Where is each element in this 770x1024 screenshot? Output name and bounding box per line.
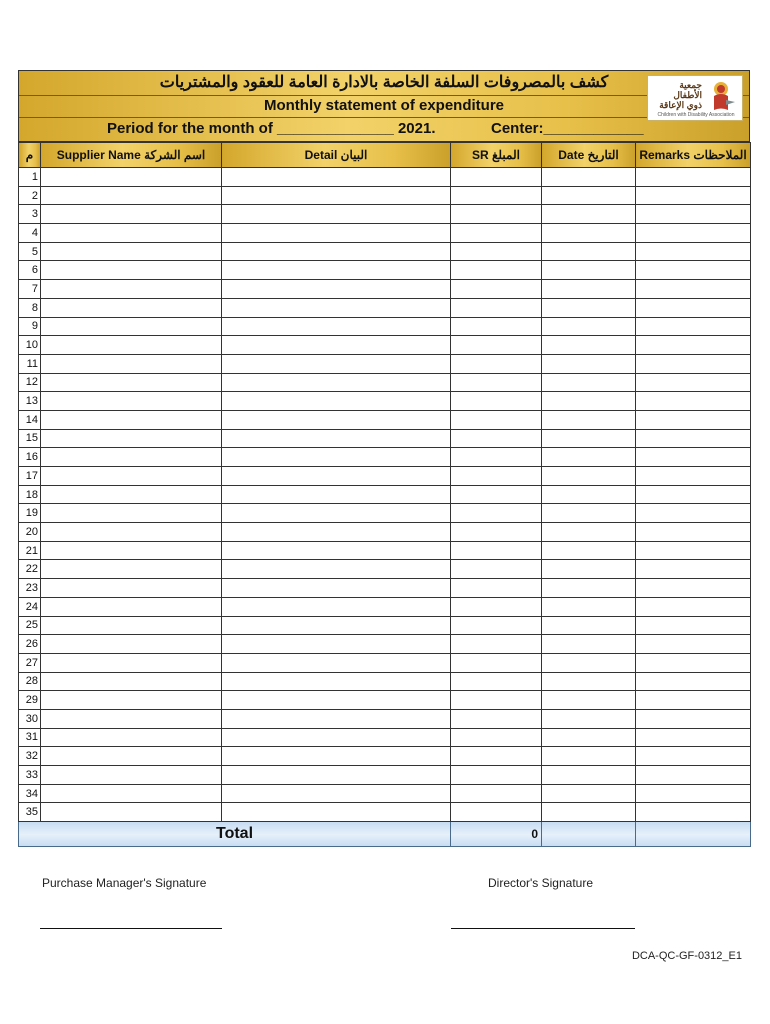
date-cell[interactable]	[542, 392, 636, 411]
remarks-cell[interactable]	[636, 504, 751, 523]
logo-line-1: جمعية	[679, 80, 702, 90]
remarks-cell[interactable]	[636, 448, 751, 467]
row-index: 30	[19, 709, 41, 728]
amount-cell[interactable]	[451, 635, 542, 654]
detail-cell[interactable]	[222, 168, 451, 187]
supplier-cell[interactable]	[41, 467, 222, 486]
remarks-cell[interactable]	[636, 485, 751, 504]
supplier-cell[interactable]	[41, 298, 222, 317]
col-index-header: م	[19, 143, 41, 168]
row-index: 32	[19, 747, 41, 766]
supplier-cell[interactable]	[41, 560, 222, 579]
detail-cell[interactable]	[222, 242, 451, 261]
remarks-cell[interactable]	[636, 410, 751, 429]
row-index: 1	[19, 168, 41, 187]
row-index: 27	[19, 653, 41, 672]
detail-cell[interactable]	[222, 336, 451, 355]
date-cell[interactable]	[542, 410, 636, 429]
supplier-cell[interactable]	[41, 429, 222, 448]
remarks-cell[interactable]	[636, 784, 751, 803]
remarks-cell[interactable]	[636, 467, 751, 486]
table-row	[19, 336, 751, 355]
table-row	[19, 616, 751, 635]
detail-cell[interactable]	[222, 467, 451, 486]
detail-cell[interactable]	[222, 392, 451, 411]
table-row	[19, 709, 751, 728]
date-cell[interactable]	[542, 261, 636, 280]
amount-cell[interactable]	[451, 280, 542, 299]
row-index: 19	[19, 504, 41, 523]
table-row	[19, 373, 751, 392]
amount-cell[interactable]	[451, 448, 542, 467]
supplier-cell[interactable]	[41, 186, 222, 205]
remarks-cell[interactable]	[636, 242, 751, 261]
date-cell[interactable]	[542, 429, 636, 448]
date-cell[interactable]	[542, 709, 636, 728]
date-cell[interactable]	[542, 298, 636, 317]
amount-cell[interactable]	[451, 616, 542, 635]
col-amount-header: SR المبلغ	[451, 143, 542, 168]
row-index: 6	[19, 261, 41, 280]
detail-cell[interactable]	[222, 373, 451, 392]
date-cell[interactable]	[542, 653, 636, 672]
remarks-cell[interactable]	[636, 336, 751, 355]
amount-cell[interactable]	[451, 168, 542, 187]
date-cell[interactable]	[542, 467, 636, 486]
supplier-cell[interactable]	[41, 672, 222, 691]
amount-cell[interactable]	[451, 224, 542, 243]
date-cell[interactable]	[542, 168, 636, 187]
table-row	[19, 541, 751, 560]
date-cell[interactable]	[542, 373, 636, 392]
supplier-cell[interactable]	[41, 485, 222, 504]
logo-english-name: Children with Disability Association	[657, 112, 735, 118]
date-cell[interactable]	[542, 224, 636, 243]
supplier-cell[interactable]	[41, 392, 222, 411]
row-index: 4	[19, 224, 41, 243]
amount-cell[interactable]	[451, 298, 542, 317]
supplier-cell[interactable]	[41, 653, 222, 672]
amount-cell[interactable]	[451, 467, 542, 486]
row-index: 12	[19, 373, 41, 392]
remarks-cell[interactable]	[636, 317, 751, 336]
table-header-row	[19, 143, 751, 168]
supplier-cell[interactable]	[41, 224, 222, 243]
detail-cell[interactable]	[222, 709, 451, 728]
table-row	[19, 392, 751, 411]
supplier-cell[interactable]	[41, 747, 222, 766]
row-index: 8	[19, 298, 41, 317]
detail-cell[interactable]	[222, 186, 451, 205]
table-row	[19, 224, 751, 243]
sheet-header	[18, 70, 750, 142]
date-cell[interactable]	[542, 728, 636, 747]
row-index: 25	[19, 616, 41, 635]
total-row	[19, 822, 751, 847]
col-remarks-header: Remarks الملاحظات	[636, 143, 751, 168]
supplier-cell[interactable]	[41, 280, 222, 299]
date-cell[interactable]	[542, 448, 636, 467]
remarks-cell[interactable]	[636, 747, 751, 766]
detail-cell[interactable]	[222, 429, 451, 448]
col-supplier-header: Supplier Name اسم الشركة	[41, 143, 222, 168]
supplier-cell[interactable]	[41, 616, 222, 635]
table-row	[19, 205, 751, 224]
purchase-manager-signature-line[interactable]	[40, 928, 222, 929]
title-english: Monthly statement of expenditure	[19, 95, 749, 118]
supplier-cell[interactable]	[41, 504, 222, 523]
table-row	[19, 728, 751, 747]
row-index: 11	[19, 354, 41, 373]
amount-cell[interactable]	[451, 560, 542, 579]
logo-line-2: الأطفال	[673, 90, 702, 100]
table-row	[19, 504, 751, 523]
remarks-cell[interactable]	[636, 653, 751, 672]
amount-cell[interactable]	[451, 504, 542, 523]
table-row	[19, 523, 751, 542]
supplier-cell[interactable]	[41, 410, 222, 429]
date-cell[interactable]	[542, 205, 636, 224]
supplier-cell[interactable]	[41, 766, 222, 785]
supplier-cell[interactable]	[41, 579, 222, 598]
detail-cell[interactable]	[222, 298, 451, 317]
amount-cell[interactable]	[451, 653, 542, 672]
row-index: 21	[19, 541, 41, 560]
total-remarks-cell	[636, 822, 751, 847]
table-row	[19, 280, 751, 299]
date-cell[interactable]	[542, 504, 636, 523]
remarks-cell[interactable]	[636, 523, 751, 542]
director-signature-line[interactable]	[451, 928, 635, 929]
date-cell[interactable]	[542, 541, 636, 560]
table-row	[19, 560, 751, 579]
table-row	[19, 579, 751, 598]
expenditure-sheet	[18, 70, 750, 847]
remarks-cell[interactable]	[636, 429, 751, 448]
detail-cell[interactable]	[222, 280, 451, 299]
row-index: 20	[19, 523, 41, 542]
row-index: 10	[19, 336, 41, 355]
col-detail-header: Detail البيان	[222, 143, 451, 168]
table-row	[19, 672, 751, 691]
amount-cell[interactable]	[451, 485, 542, 504]
supplier-cell[interactable]	[41, 205, 222, 224]
detail-cell[interactable]	[222, 560, 451, 579]
row-index: 22	[19, 560, 41, 579]
table-row	[19, 429, 751, 448]
remarks-cell[interactable]	[636, 597, 751, 616]
remarks-cell[interactable]	[636, 766, 751, 785]
date-cell[interactable]	[542, 485, 636, 504]
remarks-cell[interactable]	[636, 691, 751, 710]
detail-cell[interactable]	[222, 803, 451, 822]
row-index: 18	[19, 485, 41, 504]
row-index: 29	[19, 691, 41, 710]
detail-cell[interactable]	[222, 616, 451, 635]
remarks-cell[interactable]	[636, 541, 751, 560]
date-cell[interactable]	[542, 766, 636, 785]
title-arabic: كشف بالمصروفات السلفة الخاصة بالادارة العامة للعقود والمشتريات	[19, 71, 749, 96]
table-row	[19, 317, 751, 336]
date-cell[interactable]	[542, 579, 636, 598]
row-index: 5	[19, 242, 41, 261]
total-date-cell	[542, 822, 636, 847]
date-cell[interactable]	[542, 803, 636, 822]
remarks-cell[interactable]	[636, 728, 751, 747]
date-cell[interactable]	[542, 784, 636, 803]
table-row	[19, 261, 751, 280]
row-index: 16	[19, 448, 41, 467]
detail-cell[interactable]	[222, 448, 451, 467]
row-index: 34	[19, 784, 41, 803]
amount-cell[interactable]	[451, 205, 542, 224]
period-field[interactable]: Period for the month of ______________ 2021.	[107, 120, 436, 137]
table-row	[19, 448, 751, 467]
amount-cell[interactable]	[451, 317, 542, 336]
detail-cell[interactable]	[222, 354, 451, 373]
amount-cell[interactable]	[451, 541, 542, 560]
date-cell[interactable]	[542, 672, 636, 691]
remarks-cell[interactable]	[636, 205, 751, 224]
table-row	[19, 485, 751, 504]
table-row	[19, 653, 751, 672]
supplier-cell[interactable]	[41, 784, 222, 803]
date-cell[interactable]	[542, 635, 636, 654]
supplier-cell[interactable]	[41, 803, 222, 822]
detail-cell[interactable]	[222, 691, 451, 710]
row-index: 13	[19, 392, 41, 411]
association-logo-icon	[706, 80, 736, 112]
table-row	[19, 803, 751, 822]
detail-cell[interactable]	[222, 672, 451, 691]
detail-cell[interactable]	[222, 410, 451, 429]
table-row	[19, 784, 751, 803]
date-cell[interactable]	[542, 280, 636, 299]
logo-arabic-name	[652, 80, 702, 110]
amount-cell[interactable]	[451, 261, 542, 280]
detail-cell[interactable]	[222, 205, 451, 224]
row-index: 24	[19, 597, 41, 616]
supplier-cell[interactable]	[41, 523, 222, 542]
row-index: 33	[19, 766, 41, 785]
remarks-cell[interactable]	[636, 354, 751, 373]
amount-cell[interactable]	[451, 429, 542, 448]
remarks-cell[interactable]	[636, 672, 751, 691]
amount-cell[interactable]	[451, 709, 542, 728]
row-index: 35	[19, 803, 41, 822]
detail-cell[interactable]	[222, 261, 451, 280]
row-index: 26	[19, 635, 41, 654]
amount-cell[interactable]	[451, 410, 542, 429]
amount-cell[interactable]	[451, 373, 542, 392]
supplier-cell[interactable]	[41, 728, 222, 747]
row-index: 17	[19, 467, 41, 486]
document-code: DCA-QC-GF-0312_E1	[631, 950, 742, 962]
table-row	[19, 635, 751, 654]
remarks-cell[interactable]	[636, 298, 751, 317]
detail-cell[interactable]	[222, 653, 451, 672]
date-cell[interactable]	[542, 691, 636, 710]
date-cell[interactable]	[542, 242, 636, 261]
expenditure-table	[18, 142, 751, 847]
detail-cell[interactable]	[222, 541, 451, 560]
date-cell[interactable]	[542, 317, 636, 336]
supplier-cell[interactable]	[41, 691, 222, 710]
remarks-cell[interactable]	[636, 803, 751, 822]
table-row	[19, 766, 751, 785]
remarks-cell[interactable]	[636, 616, 751, 635]
detail-cell[interactable]	[222, 784, 451, 803]
detail-cell[interactable]	[222, 597, 451, 616]
row-index: 23	[19, 579, 41, 598]
amount-cell[interactable]	[451, 766, 542, 785]
supplier-cell[interactable]	[41, 635, 222, 654]
remarks-cell[interactable]	[636, 579, 751, 598]
amount-cell[interactable]	[451, 803, 542, 822]
row-index: 15	[19, 429, 41, 448]
amount-cell[interactable]	[451, 392, 542, 411]
amount-cell[interactable]	[451, 784, 542, 803]
center-field[interactable]: Center:____________	[491, 120, 644, 137]
table-row	[19, 242, 751, 261]
date-cell[interactable]	[542, 336, 636, 355]
amount-cell[interactable]	[451, 523, 542, 542]
amount-cell[interactable]	[451, 691, 542, 710]
row-index: 14	[19, 410, 41, 429]
remarks-cell[interactable]	[636, 280, 751, 299]
amount-cell[interactable]	[451, 579, 542, 598]
remarks-cell[interactable]	[636, 186, 751, 205]
amount-cell[interactable]	[451, 242, 542, 261]
remarks-cell[interactable]	[636, 560, 751, 579]
supplier-cell[interactable]	[41, 317, 222, 336]
total-label: Total	[19, 822, 451, 847]
purchase-manager-signature-label: Purchase Manager's Signature	[42, 876, 207, 890]
row-index: 3	[19, 205, 41, 224]
row-index: 2	[19, 186, 41, 205]
detail-cell[interactable]	[222, 579, 451, 598]
table-row	[19, 691, 751, 710]
table-row	[19, 354, 751, 373]
detail-cell[interactable]	[222, 504, 451, 523]
table-row	[19, 298, 751, 317]
remarks-cell[interactable]	[636, 709, 751, 728]
supplier-cell[interactable]	[41, 168, 222, 187]
supplier-cell[interactable]	[41, 709, 222, 728]
date-cell[interactable]	[542, 597, 636, 616]
supplier-cell[interactable]	[41, 336, 222, 355]
col-date-header: Date التاريخ	[542, 143, 636, 168]
table-row	[19, 467, 751, 486]
row-index: 28	[19, 672, 41, 691]
association-logo	[647, 75, 743, 121]
amount-cell[interactable]	[451, 672, 542, 691]
remarks-cell[interactable]	[636, 261, 751, 280]
row-index: 31	[19, 728, 41, 747]
amount-cell[interactable]	[451, 728, 542, 747]
supplier-cell[interactable]	[41, 597, 222, 616]
detail-cell[interactable]	[222, 728, 451, 747]
amount-cell[interactable]	[451, 336, 542, 355]
row-index: 9	[19, 317, 41, 336]
detail-cell[interactable]	[222, 635, 451, 654]
remarks-cell[interactable]	[636, 373, 751, 392]
table-row	[19, 410, 751, 429]
detail-cell[interactable]	[222, 747, 451, 766]
table-row	[19, 597, 751, 616]
supplier-cell[interactable]	[41, 242, 222, 261]
table-body	[19, 168, 751, 822]
supplier-cell[interactable]	[41, 354, 222, 373]
date-cell[interactable]	[542, 186, 636, 205]
supplier-cell[interactable]	[41, 541, 222, 560]
detail-cell[interactable]	[222, 485, 451, 504]
date-cell[interactable]	[542, 354, 636, 373]
date-cell[interactable]	[542, 616, 636, 635]
date-cell[interactable]	[542, 523, 636, 542]
director-signature-label: Director's Signature	[488, 876, 593, 890]
remarks-cell[interactable]	[636, 392, 751, 411]
total-amount: 0	[451, 822, 542, 847]
amount-cell[interactable]	[451, 354, 542, 373]
supplier-cell[interactable]	[41, 373, 222, 392]
detail-cell[interactable]	[222, 523, 451, 542]
detail-cell[interactable]	[222, 766, 451, 785]
detail-cell[interactable]	[222, 317, 451, 336]
date-cell[interactable]	[542, 747, 636, 766]
amount-cell[interactable]	[451, 747, 542, 766]
remarks-cell[interactable]	[636, 168, 751, 187]
supplier-cell[interactable]	[41, 261, 222, 280]
remarks-cell[interactable]	[636, 224, 751, 243]
period-row	[19, 117, 749, 141]
table-row	[19, 168, 751, 187]
logo-line-3: ذوي الإعاقة	[659, 100, 702, 110]
row-index: 7	[19, 280, 41, 299]
table-row	[19, 747, 751, 766]
remarks-cell[interactable]	[636, 635, 751, 654]
amount-cell[interactable]	[451, 597, 542, 616]
detail-cell[interactable]	[222, 224, 451, 243]
supplier-cell[interactable]	[41, 448, 222, 467]
date-cell[interactable]	[542, 560, 636, 579]
table-row	[19, 186, 751, 205]
amount-cell[interactable]	[451, 186, 542, 205]
